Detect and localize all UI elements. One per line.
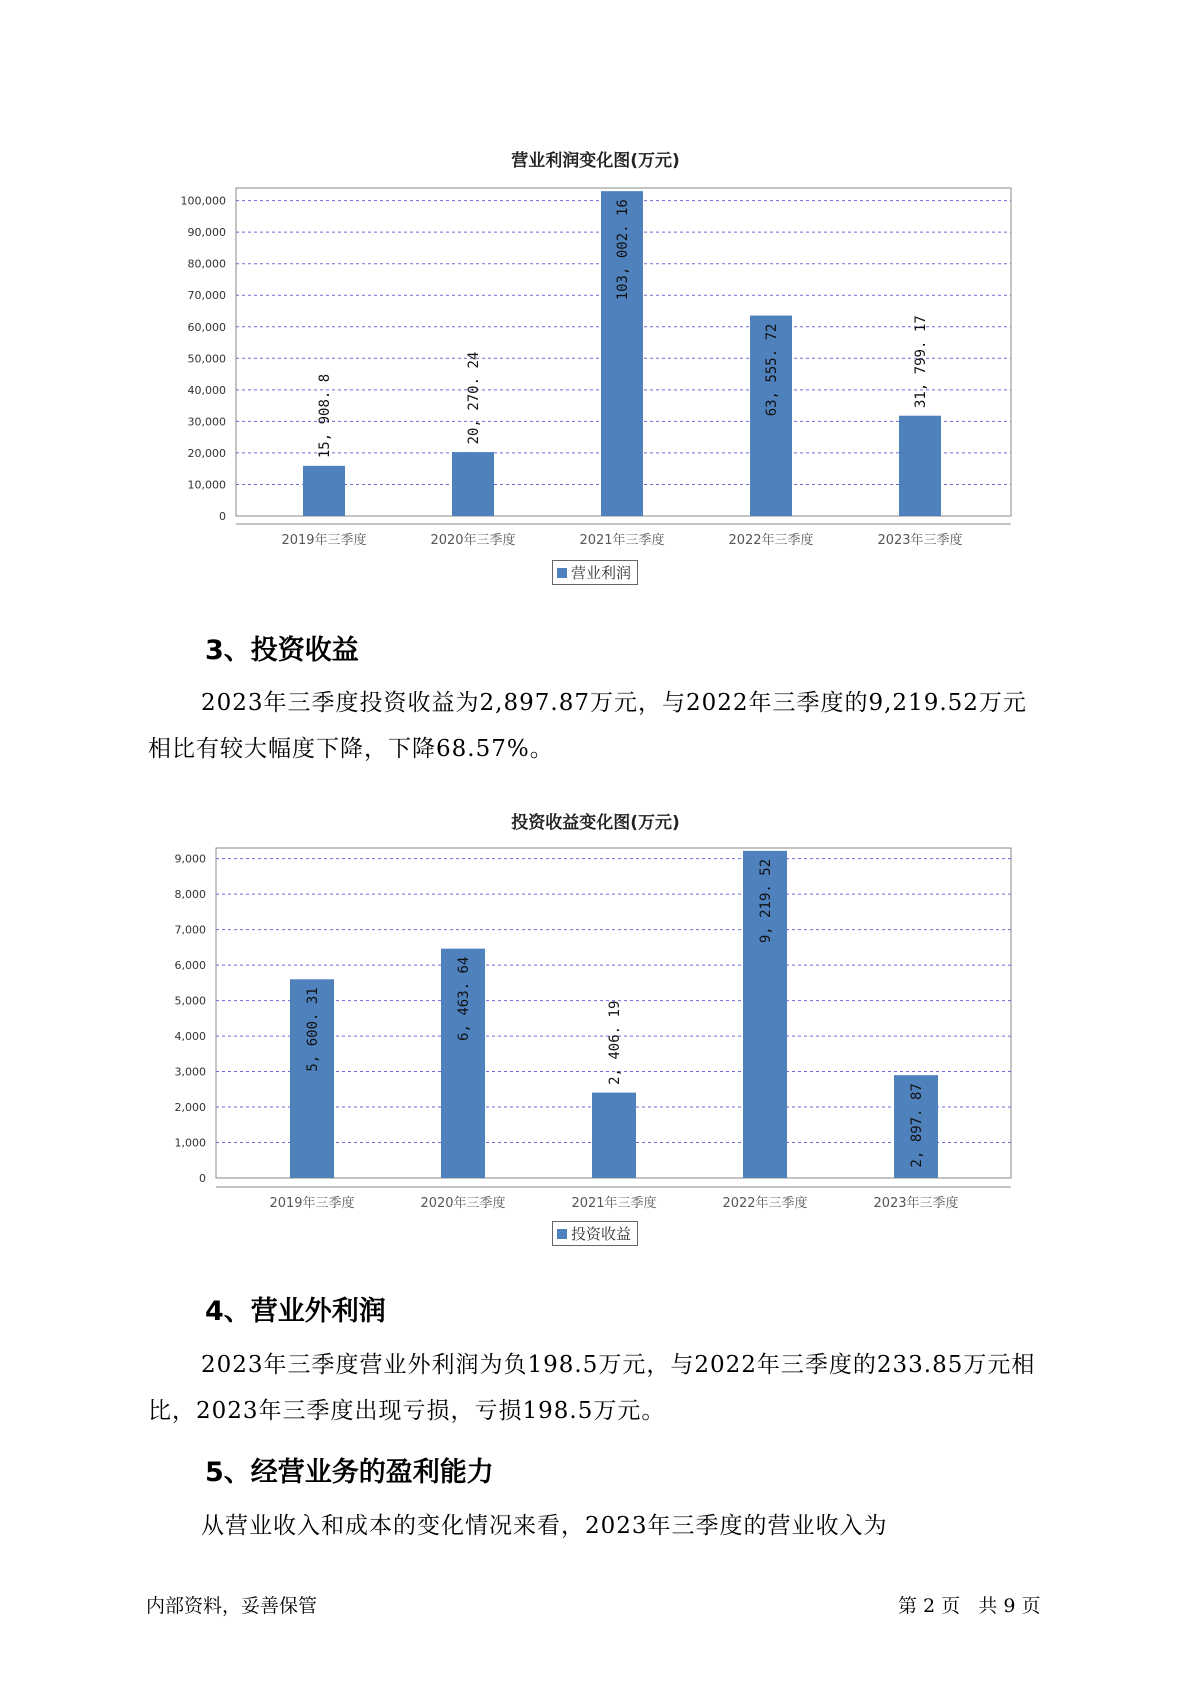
y-tick-label: 70,000 [187, 289, 226, 303]
bar-value-label: 31, 799. 17 [913, 315, 929, 409]
x-category-label: 2021年三季度 [579, 533, 665, 548]
bar-value-label: 2, 406. 19 [607, 1000, 623, 1085]
bar-value-label: 20, 270. 24 [466, 351, 482, 445]
section-heading-operating-profitability: 5、经营业务的盈利能力 [205, 1457, 494, 1488]
section-heading-non-operating-profit: 4、营业外利润 [205, 1296, 386, 1327]
y-tick-label: 10,000 [187, 478, 226, 492]
x-category-label: 2020年三季度 [420, 1196, 506, 1211]
bar-value-label: 63, 555. 72 [764, 323, 780, 417]
y-tick-label: 1,000 [174, 1136, 206, 1150]
y-tick-label: 90,000 [187, 226, 226, 240]
legend-label: 投资收益 [571, 1225, 632, 1243]
chart-title-investment-income: 投资收益变化图(万元) [511, 813, 680, 833]
y-tick-label: 9,000 [174, 852, 206, 866]
y-tick-label: 20,000 [187, 446, 226, 460]
legend-label: 营业利润 [571, 564, 632, 582]
bar [592, 1093, 636, 1178]
x-category-label: 2021年三季度 [571, 1196, 657, 1211]
y-tick-label: 7,000 [174, 923, 206, 937]
bar-value-label: 9, 219. 52 [758, 858, 774, 944]
y-tick-label: 80,000 [187, 257, 226, 271]
x-category-label: 2023年三季度 [877, 533, 963, 548]
x-category-label: 2019年三季度 [281, 533, 367, 548]
chart-legend-investment-income [552, 1221, 638, 1246]
y-tick-label: 3,000 [174, 1065, 206, 1079]
y-tick-label: 0 [219, 510, 226, 523]
x-category-label: 2022年三季度 [728, 533, 814, 548]
x-category-label: 2019年三季度 [269, 1196, 355, 1211]
section-heading-investment-income: 3、投资收益 [205, 635, 359, 666]
y-tick-label: 40,000 [187, 383, 226, 397]
bar-value-label: 15, 908. 8 [317, 373, 333, 459]
y-tick-label: 60,000 [187, 320, 226, 334]
chart-title-operating-profit: 营业利润变化图(万元) [511, 151, 680, 171]
legend-swatch [557, 1229, 567, 1239]
y-tick-label: 8,000 [174, 888, 206, 902]
y-tick-label: 30,000 [187, 415, 226, 429]
y-tick-label: 5,000 [174, 994, 206, 1008]
footer-page-number: 第 2 页 共 9 页 [898, 1595, 1041, 1617]
x-category-label: 2023年三季度 [873, 1196, 959, 1211]
section-paragraph-non-operating-profit: 2023年三季度营业外利润为负198.5万元，与2022年三季度的233.85万元相比，2023年三季度出现亏损，亏损198.5万元。 [148, 1352, 1036, 1424]
x-category-label: 2022年三季度 [722, 1196, 808, 1211]
bar-value-label: 6, 463. 64 [456, 956, 472, 1041]
y-tick-label: 100,000 [180, 194, 226, 208]
y-tick-label: 6,000 [174, 959, 206, 973]
y-tick-label: 4,000 [174, 1030, 206, 1044]
x-category-label: 2020年三季度 [430, 533, 516, 548]
bar-value-label: 103, 002. 16 [615, 199, 631, 301]
section-paragraph-investment-income: 2023年三季度投资收益为2,897.87万元，与2022年三季度的9,219.52万元相比有较大幅度下降，下降68.57%。 [148, 690, 1027, 762]
y-tick-label: 0 [199, 1172, 206, 1185]
bar-value-label: 5, 600. 31 [305, 987, 321, 1072]
y-tick-label: 2,000 [174, 1101, 206, 1115]
bar-value-label: 2, 897. 87 [909, 1083, 925, 1168]
y-tick-label: 50,000 [187, 352, 226, 366]
section-paragraph-operating-profitability: 从营业收入和成本的变化情况来看，2023年三季度的营业收入为 [201, 1513, 888, 1539]
footer-confidential-note: 内部资料，妥善保管 [146, 1595, 318, 1617]
